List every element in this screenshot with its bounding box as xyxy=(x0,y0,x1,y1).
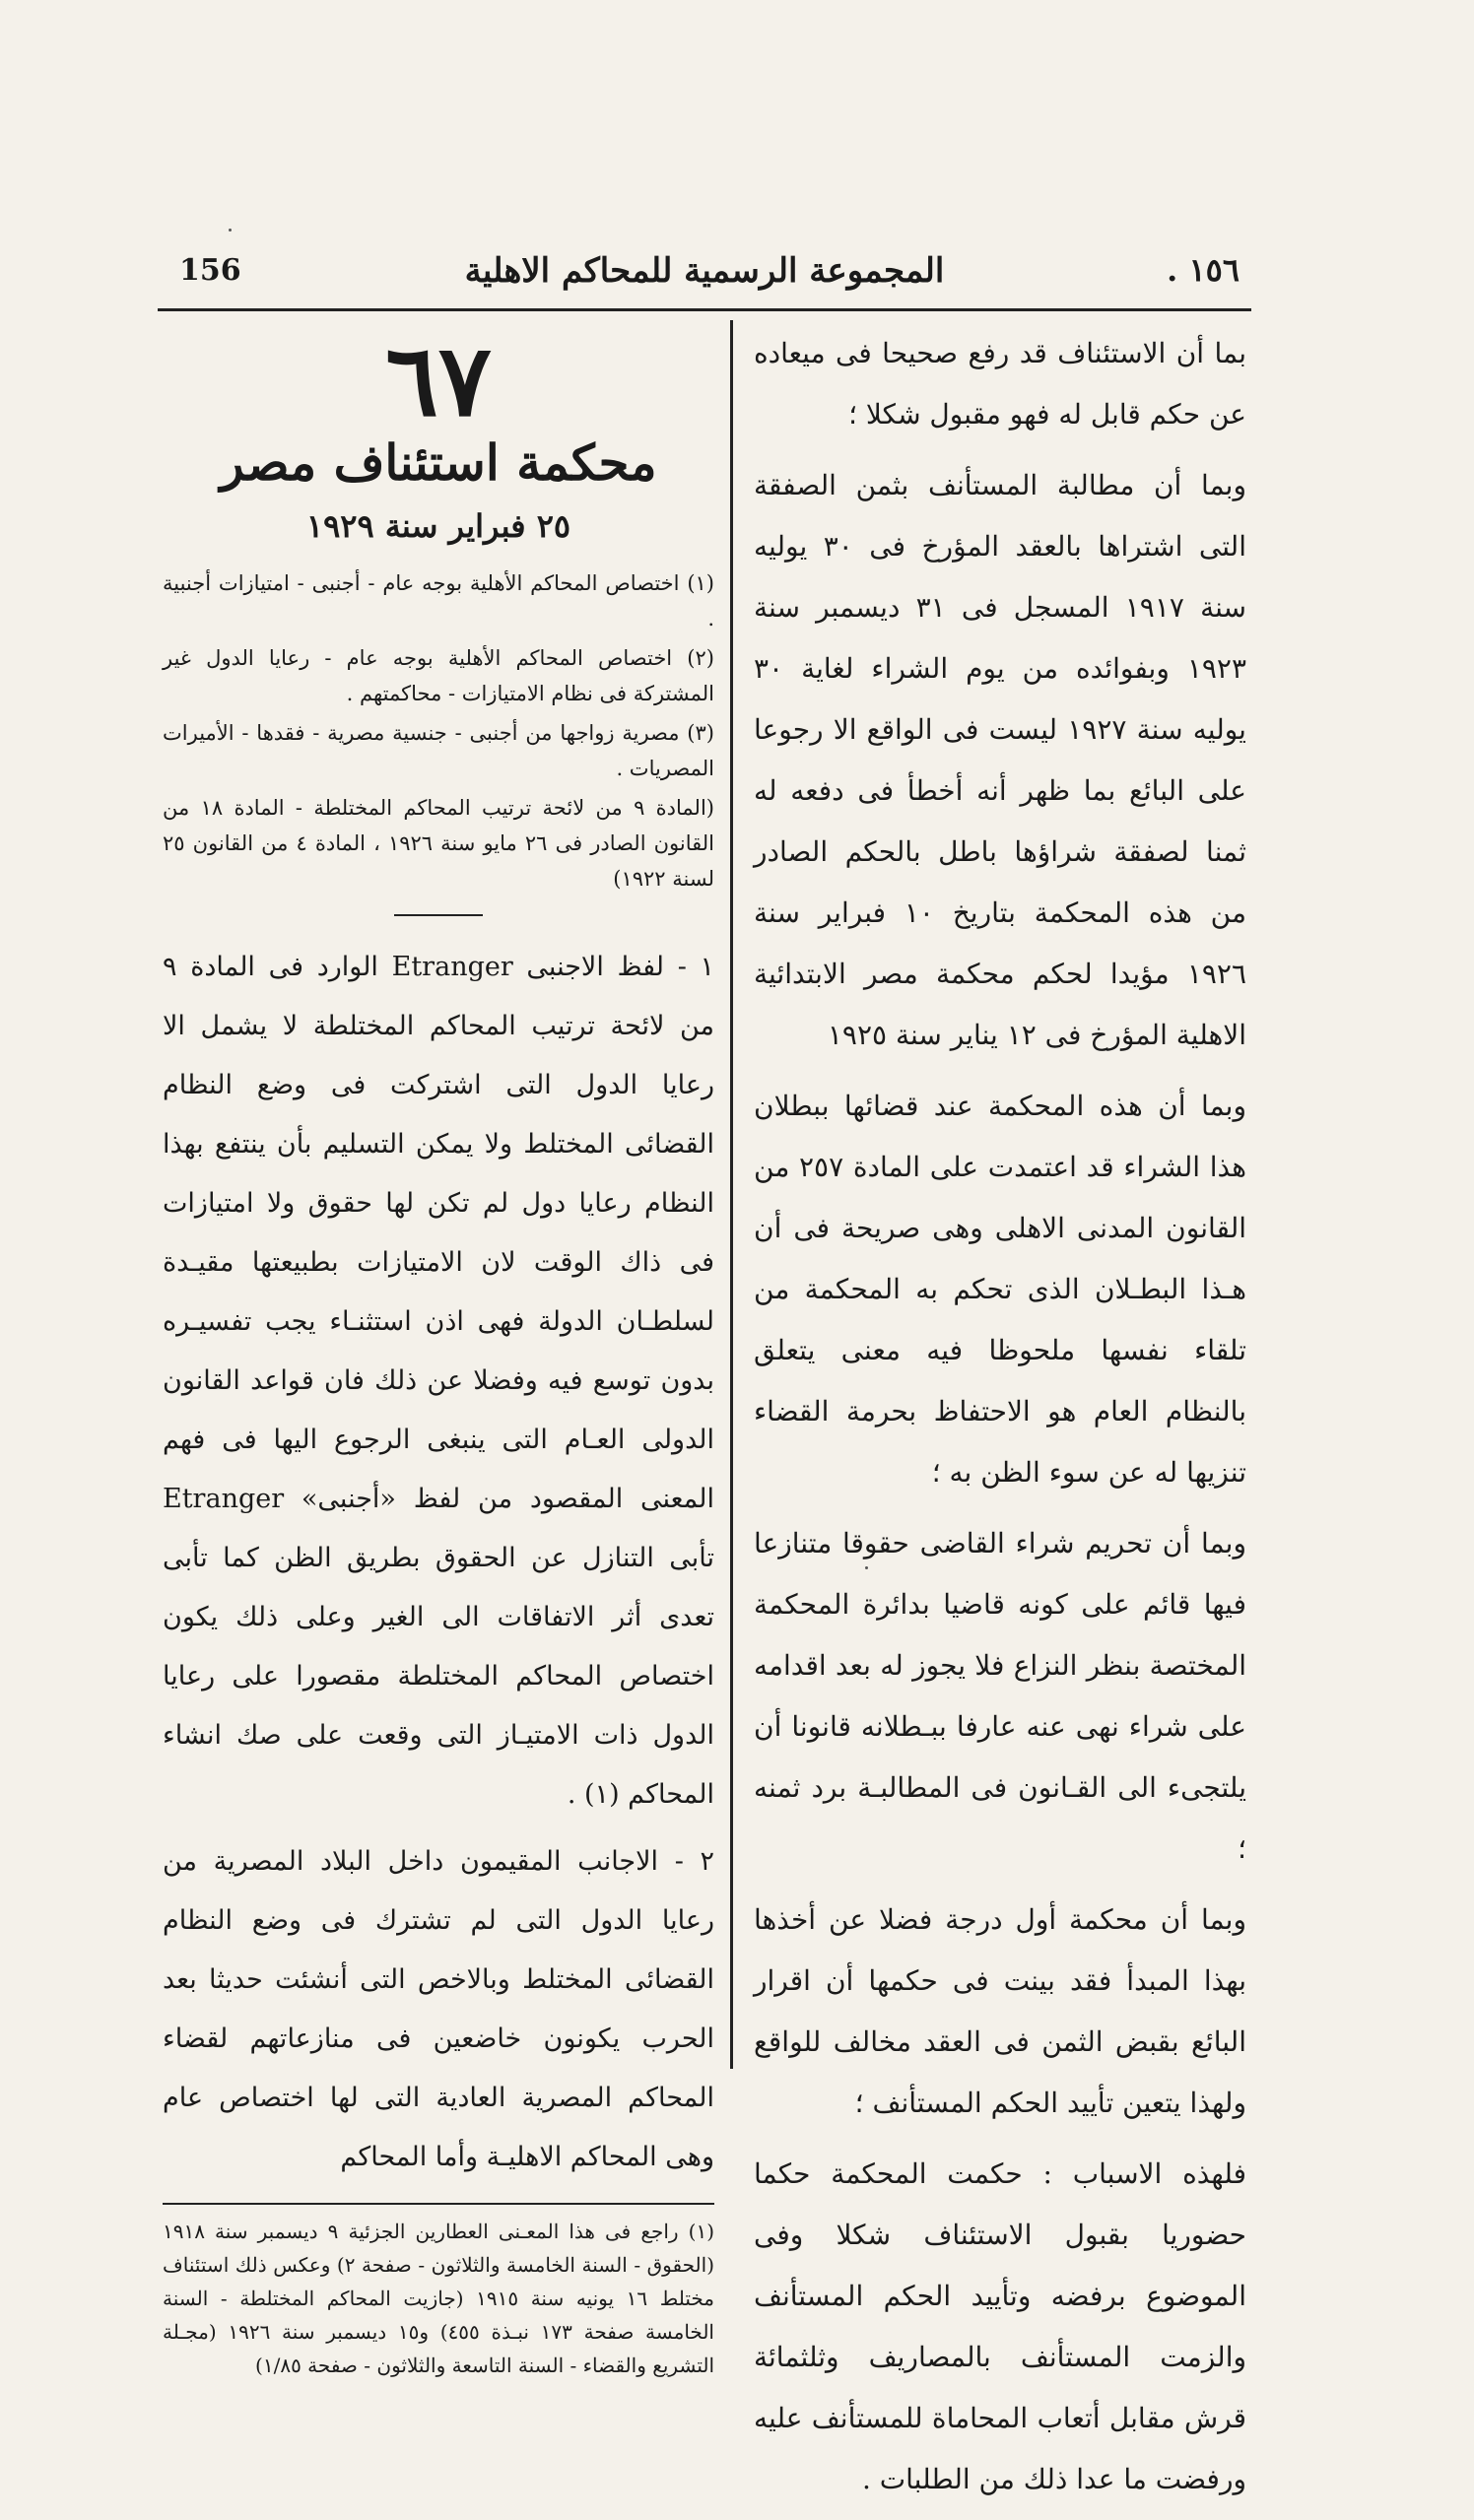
principle-paragraph: ٢ - الاجانب المقيمون داخل البلاد المصرية من رعايا الدول التى لم تشترك فى وضع النظام القضائى المختلط وبالاخص التى أنشئت حديثا بعد الحرب يكونون خاضعين فى منازعاتهم لقضاء المحاكم المصرية العادية التى لها اختصاص عام وهى المحاكم الاهليـة وأما المحاكم xyxy=(163,1846,714,2172)
footnote: (١) راجع فى هذا المعـنى العطارين الجزئية ٩ ديسمبر سنة ١٩١٨ (الحقوق - السنة الخامسة والثلاثون - صفحة ٢) وعكس ذلك استئناف مختلط ١٦ يونيه سنة ١٩١٥ (جازيت المحاكم المختلطة - السنة الخامسة صفحة ١٧٣ نبـذة ٤٥٥) و١٥ ديسمبر سنة ١٩٢٦ (مجـلة التشريع والقضاء - السنة التاسعة والثلاثون - صفحة ١/٨٥) xyxy=(163,2220,715,2377)
paragraph: وبما أن مطالبة المستأنف بثمن الصفقة التى اشتراها بالعقد المؤرخ فى ٣٠ يوليه سنة ١٩١٧ المسجل فى ٣١ ديسمبر سنة ١٩٢٣ وبفوائده من يوم الشراء لغاية ٣٠ يوليه سنة ١٩٢٧ ليست فى الواقع الا رجوعا على البائع بما ظهر أنه أخطأ فى دفعه له ثمنا لصفقة شراؤها باطل بالحكم الصادر من هذه المحكمة بتاريخ ١٠ فبراير سنة ١٩٢٦ مؤيدا لحكم محكمة مصر الابتدائية الاهلية المؤرخ فى ١٢ يناير سنة ١٩٢٥ xyxy=(754,469,1246,1051)
paragraph: وبما أن هذه المحكمة عند قضائها ببطلان هذا الشراء قد اعتمدت على المادة ٢٥٧ من القانون المدنى الاهلى وهى صريحة فى أن هـذا البطـلان الذى تحكم به المحكمة من تلقاء نفسها ملحوظا فيه معنى يتعلق بالنظام العام هو الاحتفاظ بحرمة القضاء تنزيها له عن سوء الظن به ؛ xyxy=(754,1090,1246,1489)
left-column xyxy=(163,322,715,2382)
paragraph: بما أن الاستئناف قد رفع صحيحا فى ميعاده عن حكم قابل له فهو مقبول شكلا ؛ xyxy=(754,337,1246,431)
header-rule xyxy=(158,308,1251,311)
right-column xyxy=(754,323,1246,2520)
paragraph: وبما أن محكمة أول درجة فضلا عن أخذها بهذا المبدأ فقد بينت فى حكمها أن اقرار البائع بقبض الثمن فى العقد مخالف للواقع ولهذا يتعين تأييد الحكم المستأنف ؛ xyxy=(754,1903,1246,2119)
page-header xyxy=(158,251,1251,300)
footnote-rule xyxy=(163,2203,714,2205)
summary-item: (٣) مصرية زواجها من أجنبى - جنسية مصرية - فقدها - الأميرات المصريات . xyxy=(163,721,714,780)
principle-paragraph: ١ - لفظ الاجنبى Etranger الوارد فى المادة ٩ من لائحة ترتيب المحاكم المختلطة لا يشمل الا رعايا الدول التى اشتركت فى وضع النظام القضائى المختلط ولا يمكن التسليم بأن ينتفع بهذا النظام رعايا دول لم تكن لها حقوق ولا امتيازات فى ذاك الوقت لان الامتيازات بطبيعتها مقيـدة لسلطـان الدولة فهى اذن استثنـاء يجب تفسيـره بدون توسع فيه وفضلا عن ذلك فان قواعد القانون الدولى العـام التى ينبغى الرجوع اليها فى فهم المعنى المقصود من لفظ «أجنبى» Etranger تأبى التنازل عن الحقوق بطريق الظن كما تأبى تعدى أثر الاتفاقات الى الغير وعلى ذلك يكون اختصاص المحاكم المختلطة مقصورا على رعايا الدول ذات الامتيـاز التى وقعت على صك انشاء المحاكم (١) . xyxy=(163,952,715,1810)
column-divider xyxy=(730,320,733,2069)
legal-references: (المادة ٩ من لائحة ترتيب المحاكم المختلطة - المادة ١٨ من القانون الصادر فى ٢٦ مايو سنة ١٩٢٦ ، المادة ٤ من القانون ٢٥ لسنة ١٩٢٢) xyxy=(163,796,715,891)
running-title: المجموعة الرسمية للمحاكم الاهلية xyxy=(464,251,945,291)
page-number-arabic: ١٥٦ . xyxy=(1167,251,1240,289)
court-name: محكمة استئناف مصر xyxy=(220,433,657,492)
case-number: ٦٧ xyxy=(385,322,492,438)
paragraph: وبما أن تحريم شراء القاضى حقوقا متنازعا فيها قائم على كونه قاضيا بدائرة المحكمة المختصة بنظر النزاع فلا يجوز له بعد اقدامه على شراء نهى عنه عارفا ببـطلانه قانونا أن يلتجىء الى القـانون فى المطالبـة برد ثمنه ؛ xyxy=(754,1527,1246,1865)
case-summary xyxy=(163,565,714,896)
page-number-latin: 156 xyxy=(179,253,241,288)
summary-item: (٢) اختصاص المحاكم الأهلية بوجه عام - رعايا الدول غير المشتركة فى نظام الامتيازات - محاكمتهم . xyxy=(163,646,714,705)
scan-speck xyxy=(865,1566,868,1569)
summary-item: (١) اختصاص المحاكم الأهلية بوجه عام - أجنبى - امتيازات أجنبية . xyxy=(163,571,714,630)
scan-speck xyxy=(229,229,232,232)
paragraph: فلهذه الاسباب : حكمت المحكمة حكما حضوريا بقبول الاستئناف شكلا وفى الموضوع برفضه وتأييد الحكم المستأنف والزمت المستأنف بالمصاريف وثلثمائة قرش مقابل أتعاب المحاماة للمستأنف عليه ورفضت ما عدا ذلك من الطلبات . xyxy=(754,2157,1246,2495)
case-date: ٢٥ فبراير سنة ١٩٢٩ xyxy=(305,507,571,545)
section-rule xyxy=(394,914,483,916)
